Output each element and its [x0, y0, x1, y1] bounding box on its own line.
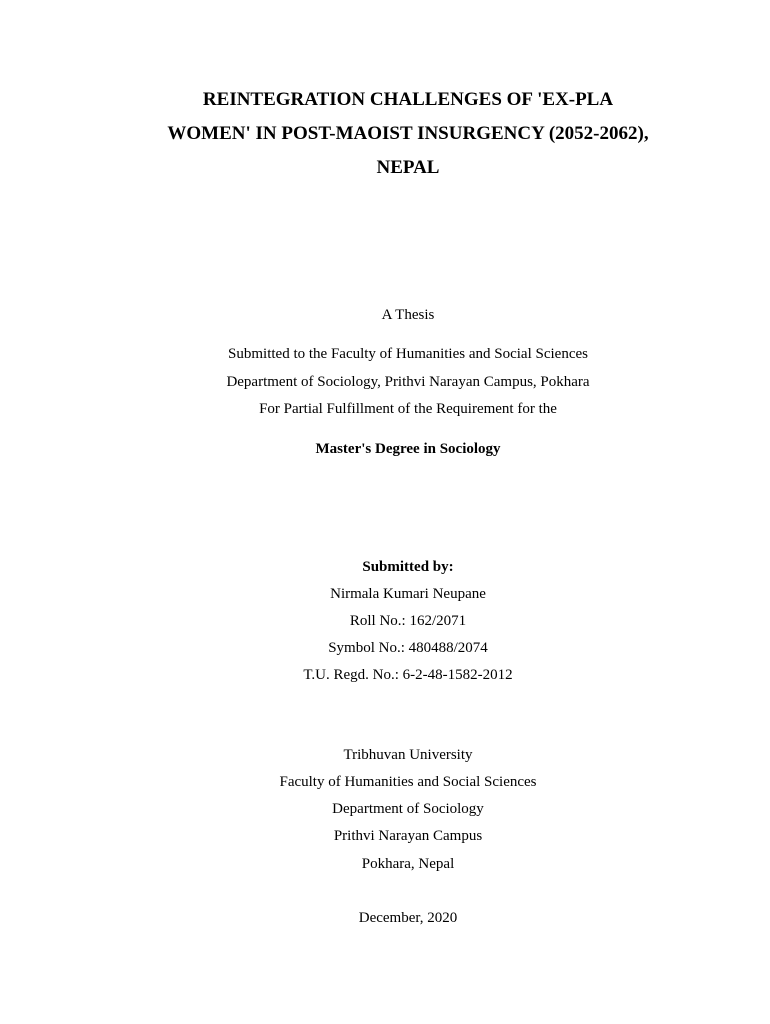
degree-name: Master's Degree in Sociology [315, 441, 501, 457]
submission-date: December, 2020 [358, 910, 458, 926]
title-line-1: REINTEGRATION CHALLENGES OF 'EX-PLA [202, 89, 614, 110]
submission-line-1: Submitted to the Faculty of Humanities and Social Sciences [228, 346, 588, 362]
registration-number: T.U. Regd. No.: 6-2-48-1582-2012 [303, 667, 513, 683]
roll-number: Roll No.: 162/2071 [349, 613, 467, 629]
institution-line-3: Department of Sociology [332, 801, 484, 817]
submitted-by-heading: Submitted by: [362, 559, 454, 575]
author-name: Nirmala Kumari Neupane [330, 586, 486, 602]
institution-line-5: Pokhara, Nepal [361, 856, 455, 872]
thesis-label: A Thesis [381, 307, 435, 323]
symbol-number: Symbol No.: 480488/2074 [328, 640, 488, 656]
submission-line-3: For Partial Fulfillment of the Requirement for the [259, 401, 557, 417]
submission-line-2: Department of Sociology, Prithvi Narayan Campus, Pokhara [226, 374, 590, 390]
institution-line-4: Prithvi Narayan Campus [333, 828, 483, 844]
institution-line-1: Tribhuvan University [343, 747, 473, 763]
title-line-3: NEPAL [376, 157, 440, 178]
title-line-2: WOMEN' IN POST-MAOIST INSURGENCY (2052-2062), [167, 123, 649, 144]
institution-line-2: Faculty of Humanities and Social Sciences [279, 774, 537, 790]
